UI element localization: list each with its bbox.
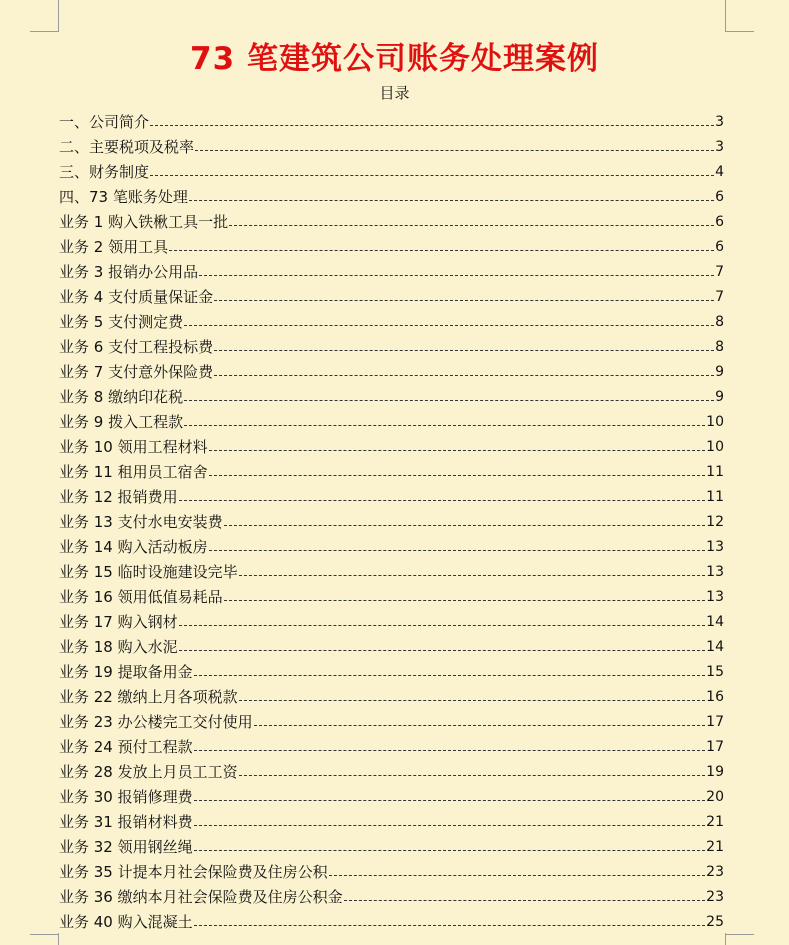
toc-leader-dots: [194, 849, 706, 851]
toc-entry-page-number: 13: [706, 539, 724, 555]
toc-entry-page-number: 14: [706, 614, 724, 630]
toc-leader-dots: [209, 549, 706, 551]
toc-entry[interactable]: [59, 107, 724, 132]
toc-entry-page-number: 16: [706, 689, 724, 705]
toc-entry-page-number: 9: [715, 389, 724, 405]
toc-entry-page-number: 9: [715, 364, 724, 380]
toc-entry[interactable]: [59, 782, 724, 807]
toc-entry-page-number: 17: [706, 739, 724, 755]
toc-entry-label: 业务 40 购入混凝土: [59, 913, 193, 931]
toc-entry[interactable]: [59, 857, 724, 882]
toc-entry-label: 业务 23 办公楼完工交付使用: [59, 713, 253, 731]
toc-leader-dots: [214, 349, 714, 351]
toc-entry[interactable]: [59, 807, 724, 832]
toc-leader-dots: [229, 224, 714, 226]
toc-entry-label: 业务 10 领用工程材料: [59, 438, 208, 456]
toc-leader-dots: [214, 374, 714, 376]
toc-entry-label: 四、73 笔账务处理: [59, 188, 188, 206]
toc-leader-dots: [194, 674, 706, 676]
toc-entry-label: 业务 36 缴纳本月社会保险费及住房公积金: [59, 888, 343, 906]
toc-leader-dots: [194, 749, 706, 751]
toc-entry-label: 一、公司简介: [59, 113, 150, 131]
toc-entry-label: 业务 13 支付水电安装费: [59, 513, 223, 531]
toc-entry[interactable]: [59, 682, 724, 707]
toc-entry-label: 业务 4 支付质量保证金: [59, 288, 214, 306]
toc-entry-page-number: 4: [715, 164, 724, 180]
toc-entry[interactable]: [59, 182, 724, 207]
toc-leader-dots: [199, 274, 714, 276]
toc-leader-dots: [184, 324, 714, 326]
toc-leader-dots: [150, 124, 714, 126]
toc-entry-page-number: 14: [706, 639, 724, 655]
toc-entry[interactable]: [59, 582, 724, 607]
toc-entry-label: 业务 11 租用员工宿舍: [59, 463, 208, 481]
toc-entry-label: 业务 6 支付工程投标费: [59, 338, 214, 356]
toc-entry-page-number: 3: [715, 114, 724, 130]
toc-entry-label: 业务 2 领用工具: [59, 238, 169, 256]
toc-entry[interactable]: [59, 332, 724, 357]
crop-mark-top-left-vertical: [58, 0, 59, 32]
toc-entry[interactable]: [59, 357, 724, 382]
toc-leader-dots: [214, 299, 714, 301]
toc-entry-label: 业务 17 购入钢材: [59, 613, 178, 631]
toc-entry-page-number: 8: [715, 339, 724, 355]
toc-entry-label: 业务 18 购入水泥: [59, 638, 178, 656]
toc-entry[interactable]: [59, 407, 724, 432]
toc-entry-page-number: 19: [706, 764, 724, 780]
toc-entry-page-number: 21: [706, 814, 724, 830]
toc-leader-dots: [195, 149, 714, 151]
toc-leader-dots: [179, 624, 706, 626]
toc-leader-dots: [184, 424, 705, 426]
toc-entry-page-number: 7: [715, 264, 724, 280]
toc-leader-dots: [344, 899, 706, 901]
toc-entry-page-number: 25: [706, 914, 724, 930]
toc-leader-dots: [194, 799, 706, 801]
toc-entry[interactable]: [59, 207, 724, 232]
toc-entry-label: 业务 14 购入活动板房: [59, 538, 208, 556]
toc-entry-page-number: 13: [706, 589, 724, 605]
toc-entry-page-number: 6: [715, 214, 724, 230]
toc-leader-dots: [329, 874, 706, 876]
toc-entry[interactable]: [59, 232, 724, 257]
toc-entry-page-number: 6: [715, 239, 724, 255]
toc-entry-label: 业务 7 支付意外保险费: [59, 363, 214, 381]
table-of-contents: [59, 107, 724, 932]
toc-entry[interactable]: [59, 257, 724, 282]
crop-mark-top-left-horizontal: [30, 31, 59, 32]
toc-entry[interactable]: [59, 307, 724, 332]
toc-entry-page-number: 17: [706, 714, 724, 730]
crop-mark-top-right-horizontal: [725, 31, 754, 32]
toc-entry-label: 业务 35 计提本月社会保险费及住房公积: [59, 863, 328, 881]
toc-leader-dots: [184, 399, 714, 401]
toc-leader-dots: [209, 449, 706, 451]
toc-entry-page-number: 7: [715, 289, 724, 305]
toc-entry-page-number: 20: [706, 789, 724, 805]
toc-entry-page-number: 8: [715, 314, 724, 330]
toc-entry-label: 业务 9 拨入工程款: [59, 413, 184, 431]
toc-leader-dots: [169, 249, 714, 251]
toc-leader-dots: [239, 699, 706, 701]
toc-entry[interactable]: [59, 832, 724, 857]
toc-entry-label: 业务 8 缴纳印花税: [59, 388, 184, 406]
toc-entry[interactable]: [59, 132, 724, 157]
crop-mark-bottom-right-horizontal: [725, 934, 754, 935]
toc-entry[interactable]: [59, 432, 724, 457]
toc-entry[interactable]: [59, 282, 724, 307]
toc-entry[interactable]: [59, 707, 724, 732]
toc-entry[interactable]: [59, 732, 724, 757]
toc-entry-page-number: 10: [706, 414, 724, 430]
toc-leader-dots: [254, 724, 706, 726]
toc-entry[interactable]: [59, 382, 724, 407]
toc-entry-page-number: 13: [706, 564, 724, 580]
toc-entry-page-number: 12: [706, 514, 724, 530]
toc-leader-dots: [239, 574, 706, 576]
toc-entry[interactable]: [59, 507, 724, 532]
toc-entry[interactable]: [59, 632, 724, 657]
toc-entry-label: 业务 16 领用低值易耗品: [59, 588, 223, 606]
document-title: 73 笔建筑公司账务处理案例: [190, 41, 599, 77]
toc-leader-dots: [194, 824, 706, 826]
toc-entry-label: 业务 12 报销费用: [59, 488, 178, 506]
toc-entry-page-number: 21: [706, 839, 724, 855]
toc-entry[interactable]: [59, 532, 724, 557]
toc-leader-dots: [239, 774, 706, 776]
toc-leader-dots: [179, 499, 706, 501]
toc-entry-label: 业务 30 报销修理费: [59, 788, 193, 806]
toc-entry[interactable]: [59, 557, 724, 582]
toc-entry-label: 业务 31 报销材料费: [59, 813, 193, 831]
crop-mark-bottom-left-horizontal: [30, 934, 59, 935]
toc-entry-page-number: 23: [706, 889, 724, 905]
toc-entry[interactable]: [59, 882, 724, 907]
toc-entry-label: 业务 15 临时设施建设完毕: [59, 563, 238, 581]
toc-entry-page-number: 15: [706, 664, 724, 680]
toc-leader-dots: [179, 649, 706, 651]
toc-entry-page-number: 3: [715, 139, 724, 155]
toc-entry-label: 业务 19 提取备用金: [59, 663, 193, 681]
toc-entry-page-number: 11: [706, 489, 724, 505]
toc-heading: 目录: [379, 84, 410, 102]
toc-leader-dots: [209, 474, 706, 476]
toc-entry-label: 业务 22 缴纳上月各项税款: [59, 688, 238, 706]
toc-entry-label: 二、主要税项及税率: [59, 138, 195, 156]
toc-entry[interactable]: [59, 482, 724, 507]
toc-entry-page-number: 10: [706, 439, 724, 455]
toc-entry-label: 业务 28 发放上月员工工资: [59, 763, 238, 781]
toc-leader-dots: [194, 924, 706, 926]
toc-entry[interactable]: [59, 657, 724, 682]
toc-entry[interactable]: [59, 457, 724, 482]
toc-leader-dots: [150, 174, 714, 176]
toc-entry-label: 三、财务制度: [59, 163, 150, 181]
toc-leader-dots: [224, 524, 706, 526]
toc-entry-label: 业务 5 支付测定费: [59, 313, 184, 331]
toc-leader-dots: [189, 199, 714, 201]
toc-entry[interactable]: [59, 607, 724, 632]
toc-entry[interactable]: [59, 157, 724, 182]
toc-entry-label: 业务 32 领用钢丝绳: [59, 838, 193, 856]
crop-mark-top-right-vertical: [725, 0, 726, 32]
toc-entry-page-number: 23: [706, 864, 724, 880]
toc-entry[interactable]: [59, 907, 724, 932]
toc-entry-label: 业务 1 购入铁楸工具一批: [59, 213, 229, 231]
toc-entry-page-number: 11: [706, 464, 724, 480]
toc-entry-label: 业务 24 预付工程款: [59, 738, 193, 756]
toc-leader-dots: [224, 599, 706, 601]
toc-entry-page-number: 6: [715, 189, 724, 205]
toc-entry-label: 业务 3 报销办公用品: [59, 263, 199, 281]
toc-entry[interactable]: [59, 757, 724, 782]
